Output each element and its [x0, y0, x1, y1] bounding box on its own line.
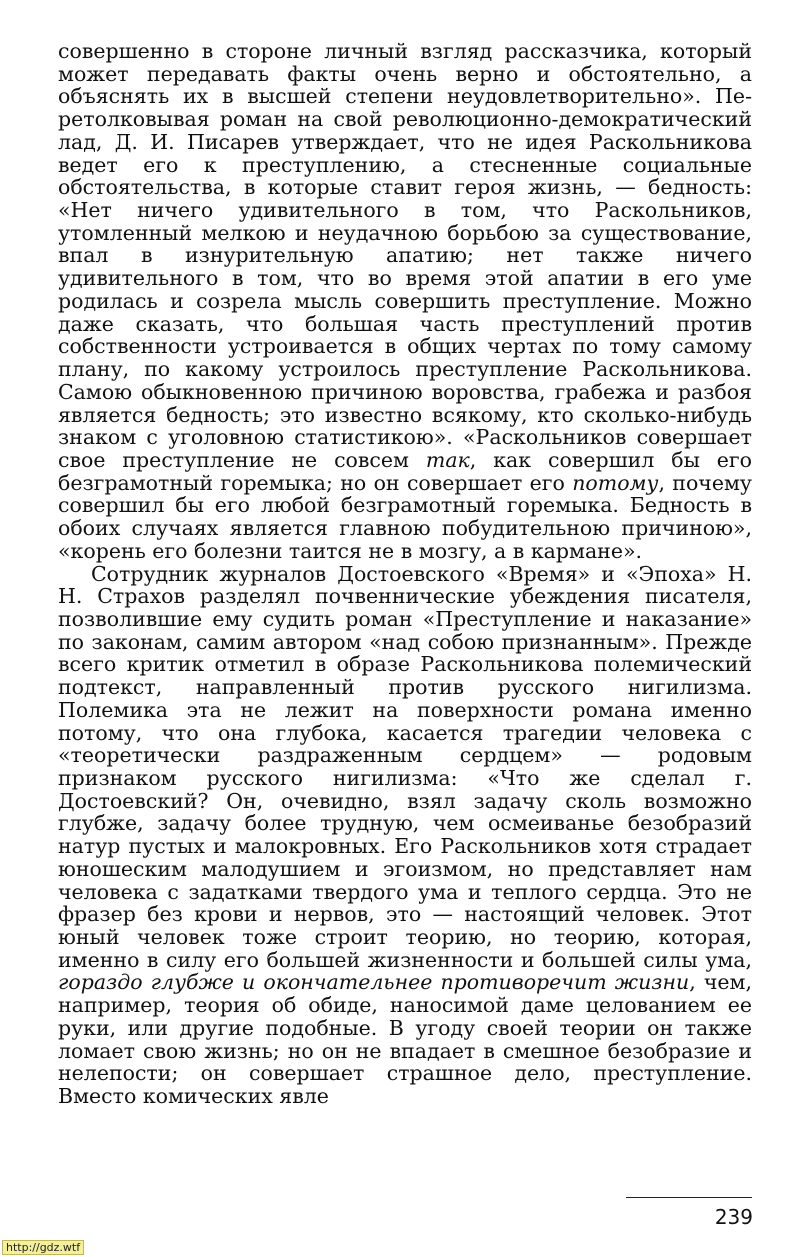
paragraph-1 [58, 40, 752, 563]
paragraph-1-text-3: , почему совершил бы его любой безграмотный горемыка. Бедность в обоих случаях является главною побудительною причиною», «корень его болезни таится не в мозгу, а в кармане». [58, 470, 752, 563]
paragraph-1-text-1: совершенно в стороне личный взгляд рассказчика, который может передавать факты очень верно и обстоятельно, а объяснять их в высшей степени неудовлетворительно». Перетолковывая роман на свой революционно-демократический лад, Д. И. Писарев утверждает, что не идея Раскольникова ведет его к преступлению, а стесненные социальные обстоятельства, в которые ставит героя жизнь, — бедность: «Нет ничего удивительного в том, что Раскольников, утомленный мелкою и неудачною борьбою за существование, впал в изнурительную апатию; нет также ничего удивительного в том, что во время этой апатии в его уме родилась и созрела мысль совершить преступление. Можно даже сказать, что большая часть преступлений против собственности устроивается в общих чертах по тому самому плану, по какому устроилось преступление Раскольникова. Самою обыкновенною причиною воровства, грабежа и разбоя является бедность; это известно всякому, кто сколько-нибудь знаком с уголовною статистикою». «Раскольников совершает свое преступление не совсем [58, 39, 752, 472]
footer-rule [626, 1197, 752, 1198]
paragraph-2-emphasis: гораздо глубже и окончательнее противоречит жизни [58, 970, 690, 995]
watermark-link[interactable]: http://gdz.wtf [2, 1240, 84, 1255]
paragraph-2-text-2: , чем, например, теория об обиде, наносимой даме целованием ее руки, или другие подобные. В угоду своей теории он также ломает свою жизнь; но он не впадает в смешное безобразие и нелепости; он совершает страшное дело, преступление. Вместо комических явле [58, 970, 752, 1109]
page-number: 239 [714, 1205, 753, 1229]
paragraph-2-text-1: Сотрудник журналов Достоевского «Время» и «Эпоха» Н. Н. Страхов разделял почвеннические убеждения писателя, позволившие ему судить роман «Преступление и наказание» по законам, самим автором «над собою признанным». Прежде всего критик отметил в образе Раскольникова полемический подтекст, направленный против русского нигилизма. Полемика эта не лежит на поверхности романа именно потому, что она глубока, касается трагедии человека с «теоретически раздраженным сердцем» — родовым признаком русского нигилизма: «Что же сделал г. Достоевский? Он, очевидно, взял задачу сколь возможно глубже, задачу более трудную, чем осмеиванье безобразий натур пустых и малокровных. Его Раскольников хотя страдает юношеским малодушием и эгоизмом, но представляет нам человека с задатками твердого ума и теплого сердца. Это не фразер без крови и нервов, это — настоящий человек. Этот юный человек тоже строит теорию, но теорию, которая, именно в силу его большей жизненности и большей силы ума, [58, 561, 752, 972]
paragraph-1-emphasis-tak: так [425, 447, 470, 472]
paragraph-1-emphasis-potomu: потому [572, 470, 659, 495]
paragraph-2 [58, 563, 752, 1108]
paragraph-1-text-2: , как совершил бы его безграмотный горемыка; но он совершает его [58, 447, 752, 495]
page-body [58, 40, 752, 1108]
